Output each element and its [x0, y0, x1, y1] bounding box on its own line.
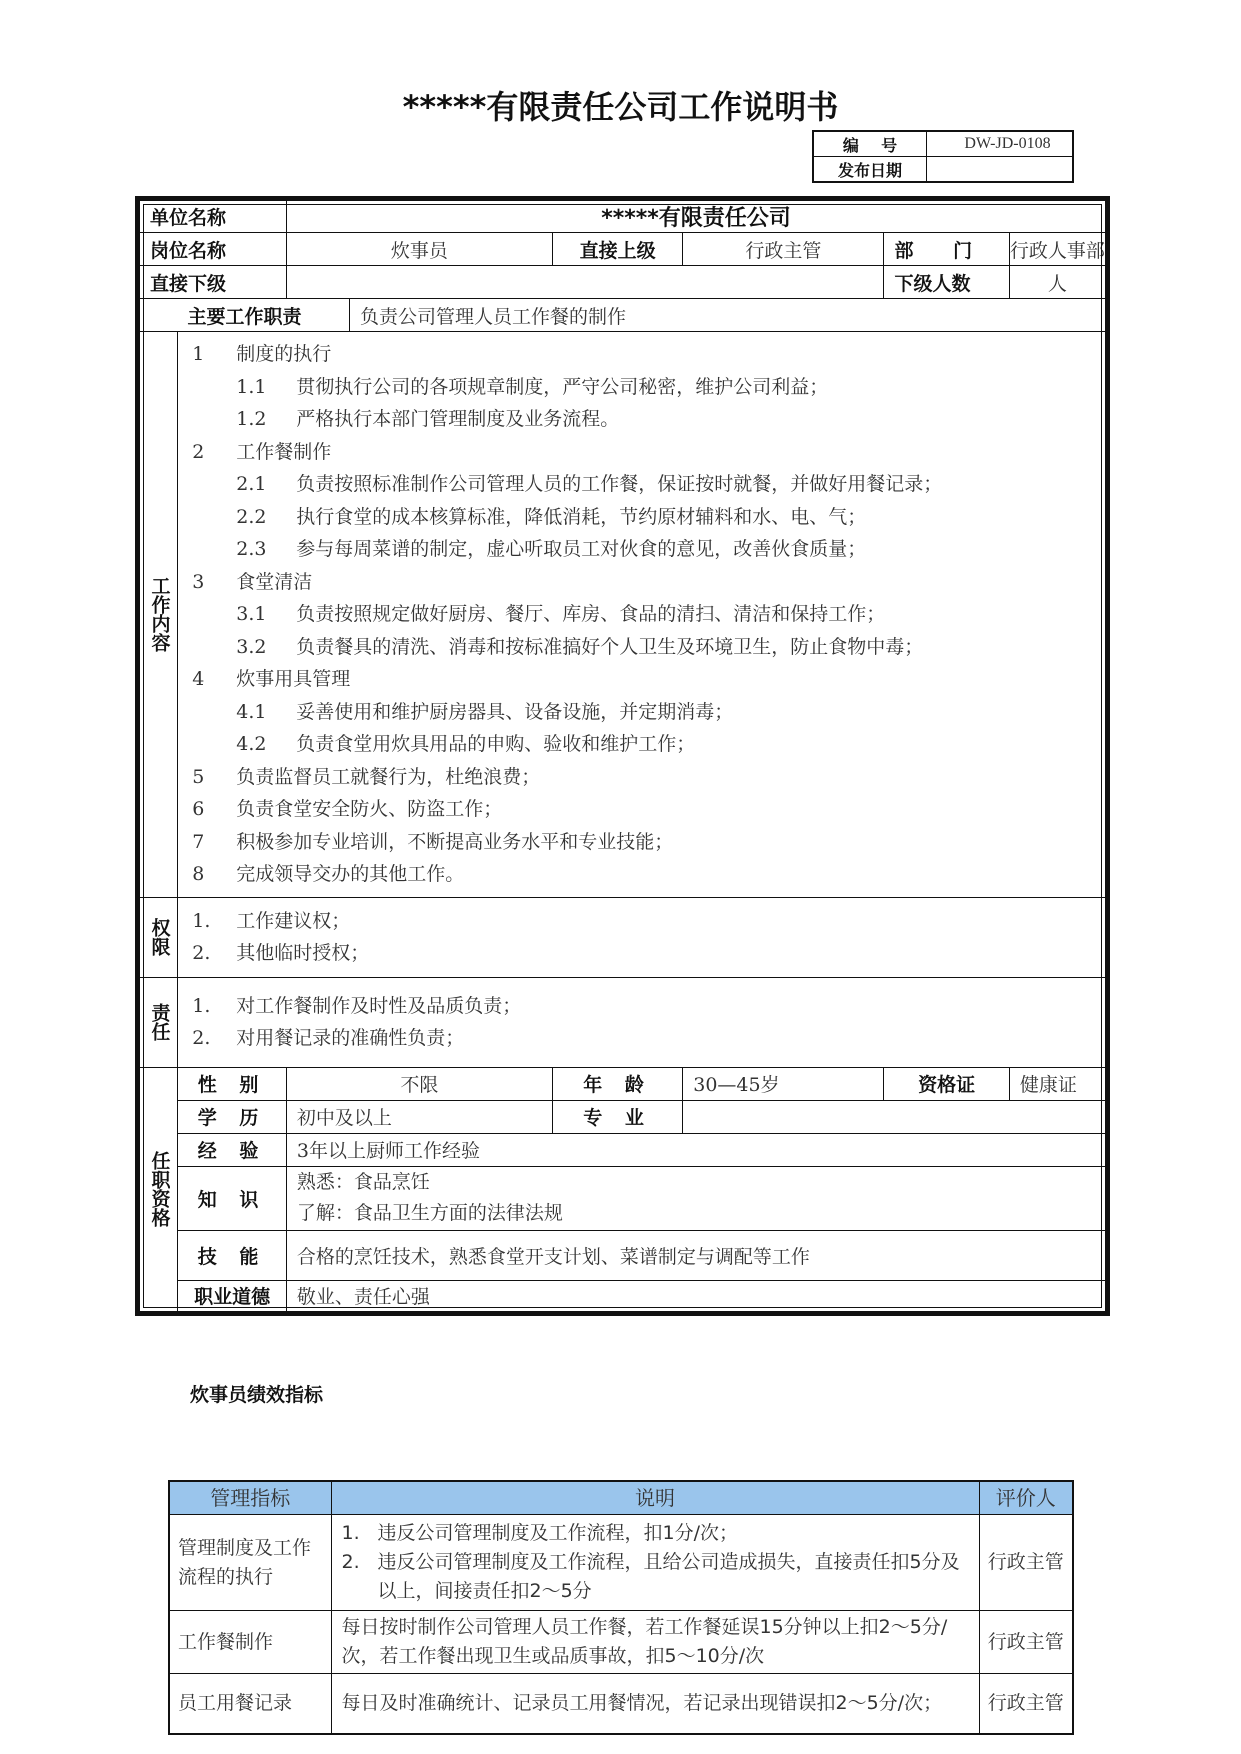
list-item	[192, 598, 1105, 631]
list-item	[192, 728, 1105, 761]
list-item-num: 3	[192, 570, 205, 593]
list-item-num: 2.3	[236, 538, 267, 560]
performance-table	[168, 1480, 1074, 1735]
list-item	[192, 663, 1105, 696]
duty-value: 负责公司管理人员工作餐的制作	[349, 299, 1107, 332]
list-item-num: 2.	[192, 1027, 211, 1049]
major-value	[683, 1100, 1108, 1133]
code-value: DW-JD-0108	[927, 131, 1074, 157]
knowledge-line-2: 了解：食品卫生方面的法律法规	[296, 1202, 563, 1224]
list-item	[192, 468, 1105, 501]
job-description-table	[135, 196, 1110, 1316]
perf-header-evaluator: 评价人	[979, 1481, 1073, 1515]
list-item-num: 1	[192, 343, 205, 365]
authority-label: 权限	[138, 897, 178, 977]
dept-label: 部 门	[884, 233, 1009, 266]
perf-item-text: 违反公司管理制度及工作流程，扣1分/次；	[377, 1522, 738, 1544]
list-item-num: 3.1	[236, 603, 267, 625]
unit-value: *****有限责任公司	[286, 199, 1107, 233]
perf-header-desc: 说明	[331, 1481, 979, 1515]
list-item	[192, 990, 1105, 1023]
perf-desc: 每日及时准确统计、记录员工用餐情况，若记录出现错误扣2～5分/次；	[331, 1674, 979, 1734]
list-item-text: 工作建议权；	[236, 909, 351, 932]
list-item-num: 4.2	[236, 733, 267, 755]
list-item-num: 2.2	[236, 505, 267, 528]
perf-indicator: 管理制度及工作流程的执行	[169, 1515, 331, 1611]
perf-desc-item	[342, 1548, 969, 1606]
list-item	[192, 533, 1105, 566]
position-label: 岗位名称	[138, 233, 287, 266]
cert-value: 健康证	[1009, 1067, 1107, 1100]
list-item	[192, 696, 1105, 729]
sub-count-value: 人	[1009, 266, 1107, 299]
list-item	[192, 371, 1105, 404]
list-item-text: 对用餐记录的准确性负责；	[236, 1027, 465, 1049]
list-item-text: 完成领导交办的其他工作。	[236, 863, 465, 885]
perf-desc	[331, 1515, 979, 1611]
perf-indicator: 工作餐制作	[169, 1611, 331, 1674]
content-label: 工作内容	[138, 332, 178, 898]
list-item	[192, 436, 1105, 469]
perf-desc: 每日按时制作公司管理人员工作餐，若工作餐延误15分钟以上扣2～5分/次，若工作餐出现卫生或品质事故，扣5～10分/次	[331, 1611, 979, 1674]
sub-count-label: 下级人数	[884, 266, 1009, 299]
perf-item-num: 1.	[341, 1522, 360, 1544]
list-item	[192, 631, 1105, 664]
list-item-text: 食堂清洁	[236, 570, 313, 593]
list-item-text: 贯彻执行公司的各项规章制度，严守公司秘密，维护公司利益；	[296, 375, 829, 398]
date-label: 发布日期	[813, 157, 927, 183]
list-item	[192, 937, 1105, 970]
perf-evaluator: 行政主管	[979, 1515, 1073, 1611]
perf-item-text: 违反公司管理制度及工作流程，且给公司造成损失，直接责任扣5分及以上，间接责任扣2～5分	[377, 1551, 960, 1602]
knowledge-label: 知 识	[178, 1166, 287, 1230]
list-item-num: 1.	[192, 994, 211, 1017]
gender-value: 不限	[286, 1067, 552, 1100]
superior-value: 行政主管	[683, 233, 884, 266]
list-item-num: 4	[192, 668, 205, 690]
skill-value: 合格的烹饪技术，熟悉食堂开支计划、菜谱制定与调配等工作	[286, 1230, 1107, 1280]
authority-list	[178, 897, 1108, 977]
document-meta-table	[812, 130, 1074, 183]
superior-label: 直接上级	[552, 233, 682, 266]
exp-label: 经 验	[178, 1133, 287, 1166]
perf-header-indicator: 管理指标	[169, 1481, 331, 1515]
list-item-text: 负责按照标准制作公司管理人员的工作餐，保证按时就餐，并做好用餐记录；	[296, 473, 943, 495]
list-item	[192, 403, 1105, 436]
perf-evaluator: 行政主管	[979, 1674, 1073, 1734]
date-value	[927, 157, 1074, 183]
work-content-list	[178, 332, 1108, 898]
list-item-num: 4.1	[236, 700, 267, 723]
list-item-text: 负责餐具的清洗、消毒和按标准搞好个人卫生及环境卫生，防止食物中毒；	[296, 635, 924, 658]
age-value: 30—45岁	[683, 1067, 884, 1100]
responsibility-list	[178, 977, 1108, 1067]
dept-value: 行政人事部	[1009, 233, 1107, 266]
list-item-num: 8	[192, 863, 205, 885]
list-item-text: 负责监督员工就餐行为，杜绝浪费；	[236, 765, 541, 788]
perf-desc-item	[342, 1519, 969, 1548]
list-item-num: 6	[192, 798, 205, 820]
list-item-text: 制度的执行	[236, 343, 332, 365]
list-item-text: 执行食堂的成本核算标准，降低消耗，节约原材辅料和水、电、气；	[296, 505, 867, 528]
list-item-text: 负责食堂用炊具用品的申购、验收和维护工作；	[296, 733, 696, 755]
list-item-num: 2	[192, 440, 205, 463]
skill-label: 技 能	[178, 1230, 287, 1280]
list-item-num: 2.	[192, 942, 211, 964]
list-item-text: 其他临时授权；	[236, 942, 370, 964]
list-item-num: 1.1	[236, 375, 267, 398]
list-item-text: 工作餐制作	[236, 440, 332, 463]
list-item-text: 对工作餐制作及时性及品质负责；	[236, 994, 522, 1017]
duty-label: 主要工作职责	[138, 299, 350, 332]
edu-value: 初中及以上	[286, 1100, 552, 1133]
list-item-num: 7	[192, 830, 205, 853]
list-item	[192, 858, 1105, 891]
qualification-label: 任职资格	[138, 1067, 178, 1313]
list-item-text: 负责按照规定做好厨房、餐厅、库房、食品的清扫、清洁和保持工作；	[296, 603, 886, 625]
code-label: 编 号	[813, 131, 927, 157]
list-item-text: 参与每周菜谱的制定，虚心听取员工对伙食的意见，改善伙食质量；	[296, 538, 867, 560]
list-item-text: 严格执行本部门管理制度及业务流程。	[296, 408, 620, 430]
cert-label: 资格证	[884, 1067, 1009, 1100]
list-item	[192, 338, 1105, 371]
list-item-text: 积极参加专业培训，不断提高业务水平和专业技能；	[236, 830, 674, 853]
position-value: 炊事员	[286, 233, 552, 266]
list-item-num: 3.2	[236, 635, 267, 658]
unit-label: 单位名称	[138, 199, 287, 233]
list-item-num: 5	[192, 765, 205, 788]
exp-value: 3年以上厨师工作经验	[286, 1133, 1107, 1166]
list-item-text: 炊事用具管理	[236, 668, 351, 690]
list-item	[192, 501, 1105, 534]
performance-section-title: 炊事员绩效指标	[190, 1384, 324, 1406]
perf-item-num: 2.	[341, 1551, 360, 1573]
list-item	[192, 1022, 1105, 1055]
list-item	[192, 793, 1105, 826]
responsibility-label: 责任	[138, 977, 178, 1067]
gender-label: 性 别	[178, 1067, 287, 1100]
list-item-num: 1.2	[236, 408, 267, 430]
major-label: 专 业	[552, 1100, 682, 1133]
list-item	[192, 566, 1105, 599]
list-item	[192, 761, 1105, 794]
ethic-label: 职业道德	[178, 1280, 287, 1313]
list-item-text: 妥善使用和维护厨房器具、设备设施，并定期消毒；	[296, 700, 734, 723]
list-item-num: 2.1	[236, 473, 267, 495]
list-item-text: 负责食堂安全防火、防盗工作；	[236, 798, 503, 820]
subordinate-value	[286, 266, 884, 299]
edu-label: 学 历	[178, 1100, 287, 1133]
list-item	[192, 826, 1105, 859]
list-item	[192, 905, 1105, 938]
perf-indicator: 员工用餐记录	[169, 1674, 331, 1734]
subordinate-label: 直接下级	[138, 266, 287, 299]
perf-evaluator: 行政主管	[979, 1611, 1073, 1674]
age-label: 年 龄	[552, 1067, 682, 1100]
list-item-num: 1.	[192, 909, 211, 932]
knowledge-value	[286, 1166, 1107, 1230]
knowledge-line-1: 熟悉：食品烹饪	[296, 1171, 430, 1193]
ethic-value: 敬业、责任心强	[286, 1280, 1107, 1313]
document-title: *****有限责任公司工作说明书	[402, 88, 839, 126]
